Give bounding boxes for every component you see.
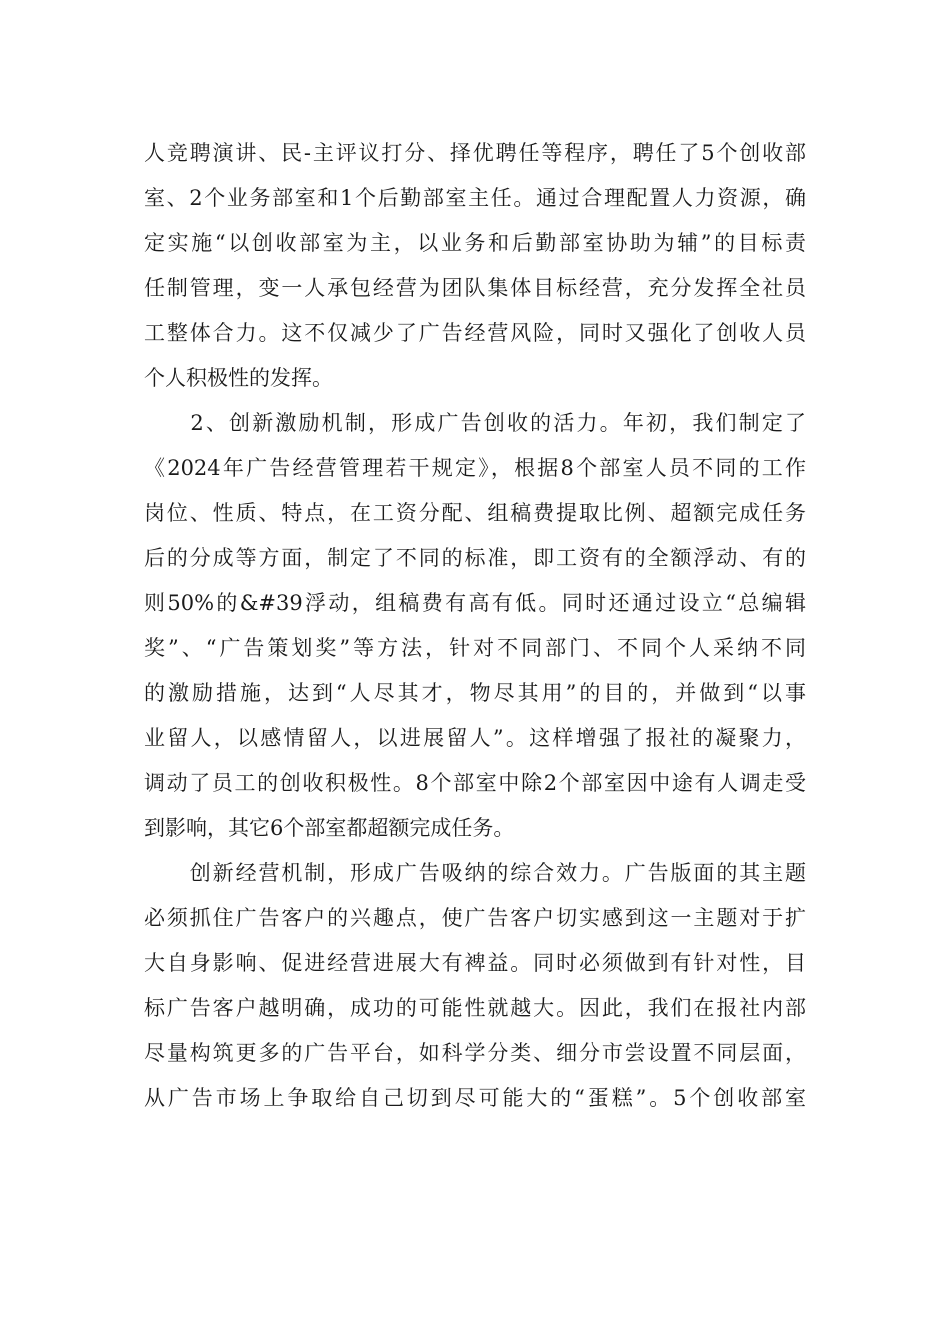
text-line: 任制管理，变一人承包经营为团队集体目标经营，充分发挥全社员 [144, 276, 806, 300]
text-line: 从广告市场上争取给自己切到尽可能大的“蛋糕”。5个创收部室 [144, 1086, 806, 1110]
text-line: 到影响，其它6个部室都超额完成任务。 [144, 816, 515, 840]
text-line: 工整体合力。这不仅减少了广告经营风险，同时又强化了创收人员 [144, 321, 806, 345]
text-line: 的激励措施，达到“人尽其才，物尽其用”的目的，并做到“以事 [144, 681, 806, 705]
text-line: 2、创新激励机制，形成广告创收的活力。年初，我们制定了 [144, 411, 806, 435]
text-line: 尽量构筑更多的广告平台，如科学分类、细分市尝设置不同层面， [144, 1041, 806, 1065]
text-line: 奖”、“广告策划奖”等方法，针对不同部门、不同个人采纳不同 [144, 636, 806, 660]
text-line: 标广告客户越明确，成功的可能性就越大。因此，我们在报社内部 [144, 996, 806, 1020]
text-line: 创新经营机制，形成广告吸纳的综合效力。广告版面的其主题 [144, 861, 806, 885]
text-line: 大自身影响、促进经营进展大有裨益。同时必须做到有针对性，目 [144, 951, 806, 975]
text-line: 室、2个业务部室和1个后勤部室主任。通过合理配置人力资源，确 [144, 186, 806, 210]
body-text [144, 131, 806, 1121]
text-line: 岗位、性质、特点，在工资分配、组稿费提取比例、超额完成任务 [144, 501, 806, 525]
text-line: 必须抓住广告客户的兴趣点，使广告客户切实感到这一主题对于扩 [144, 906, 806, 930]
text-line: 则50%的&#39浮动，组稿费有高有低。同时还通过设立“总编辑 [144, 591, 806, 615]
text-line: 个人积极性的发挥。 [144, 366, 333, 390]
text-line: 人竞聘演讲、民-主评议打分、择优聘任等程序，聘任了5个创收部 [144, 141, 806, 165]
text-line: 定实施“以创收部室为主，以业务和后勤部室协助为辅”的目标责 [144, 231, 806, 255]
text-line: 业留人，以感情留人，以进展留人”。这样增强了报社的凝聚力， [144, 726, 806, 750]
text-line: 后的分成等方面，制定了不同的标准，即工资有的全额浮动、有的 [144, 546, 806, 570]
text-line: 调动了员工的创收积极性。8个部室中除2个部室因中途有人调走受 [144, 771, 806, 795]
text-line: 《2024年广告经营管理若干规定》，根据8个部室人员不同的工作 [144, 456, 806, 480]
